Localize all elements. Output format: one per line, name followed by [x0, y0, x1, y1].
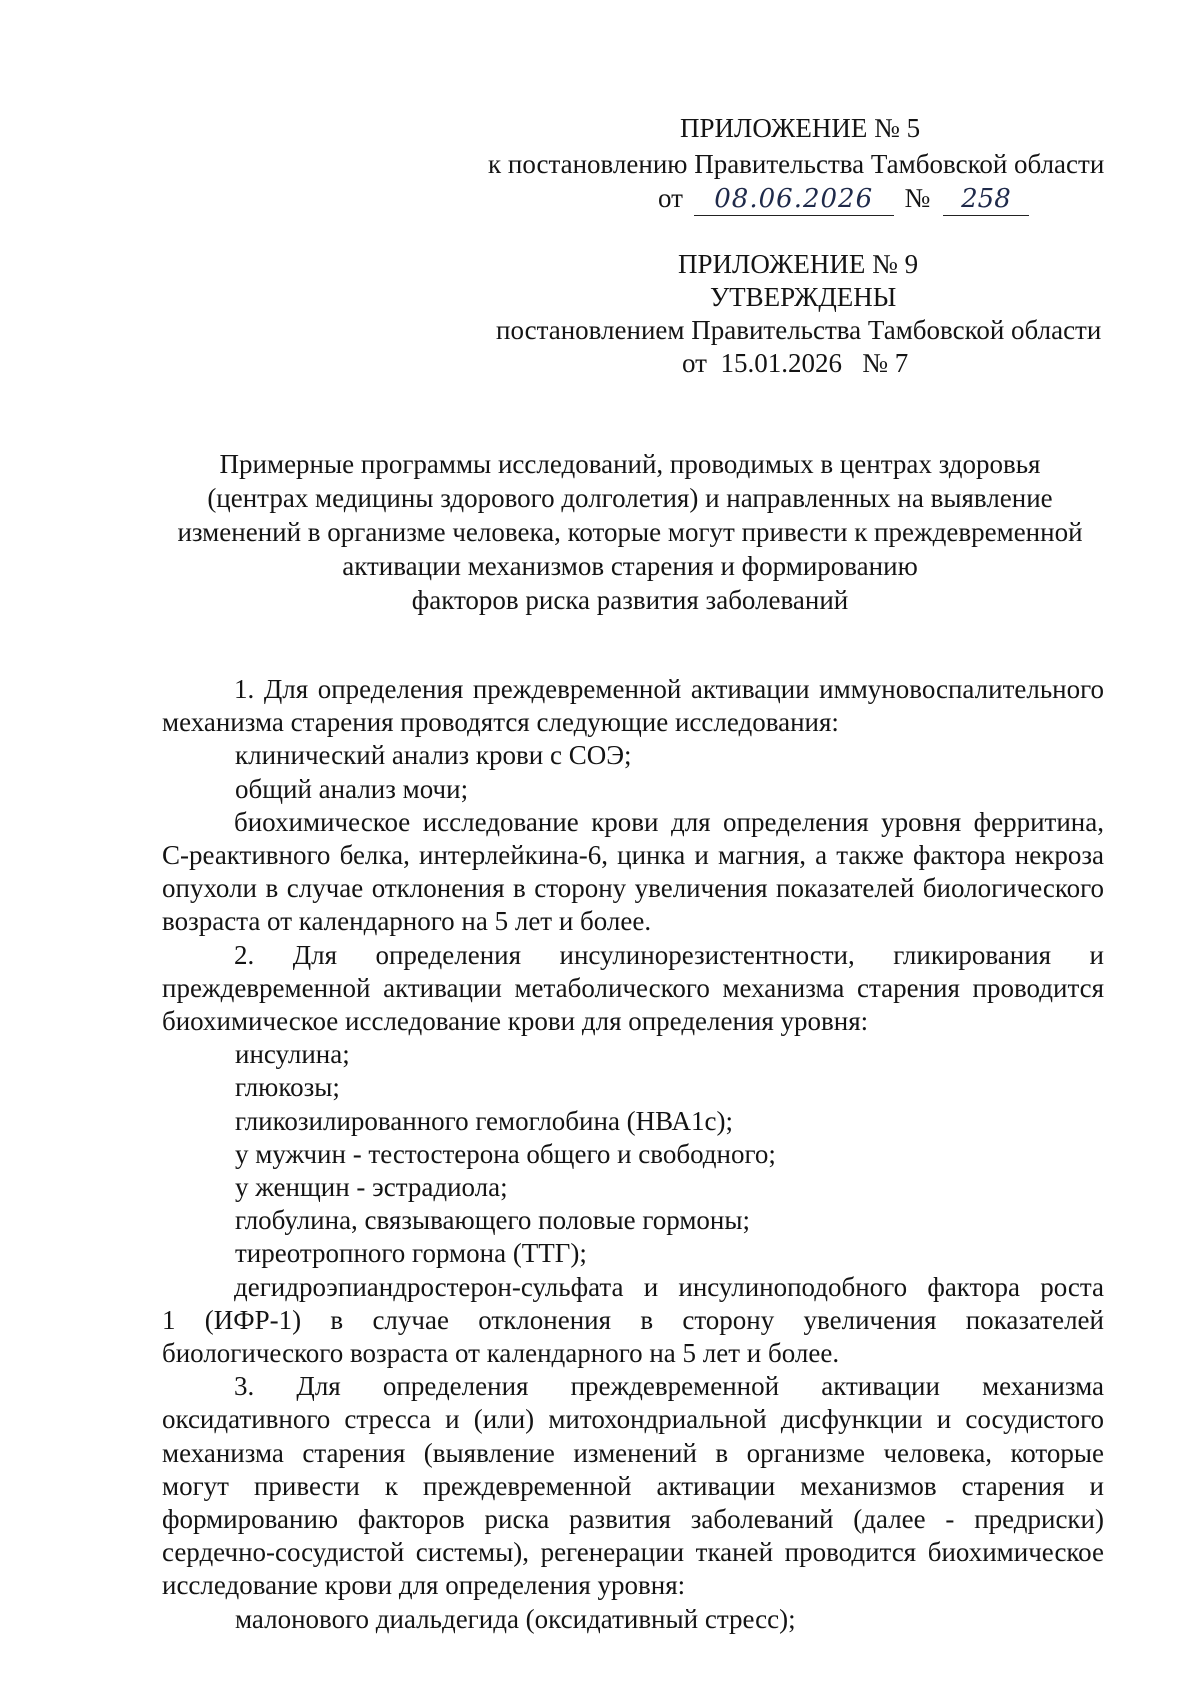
list-item: общий анализ мочи; [235, 773, 469, 804]
paragraph-2-line: 2. Для определения инсулинорезистентности, гликирования и [234, 939, 1104, 970]
handwritten-date: 08.06.2026 [694, 183, 894, 216]
appendix-9-heading: ПРИЛОЖЕНИЕ № 9 [678, 249, 919, 279]
paragraph-line: биологического возраста от календарного на 5 лет и более. [162, 1338, 840, 1369]
paragraph-line: С-реактивного белка, интерлейкина-6, цинка и магния, а также фактора некроза [162, 840, 1104, 871]
list-item: малонового диальдегида (оксидативный стресс); [235, 1603, 796, 1634]
document-body [162, 673, 1104, 1636]
paragraph-3-line: механизма старения (выявление изменений в организме человека, которые [162, 1437, 1104, 1468]
paragraph-2-line: преждевременной активации метаболического механизма старения проводится [162, 972, 1104, 1003]
list-item: тиреотропного гормона (ТТГ); [235, 1238, 587, 1269]
paragraph-1-line: механизма старения проводятся следующие исследования: [162, 707, 839, 738]
title-line: Примерные программы исследований, проводимых в центрах здоровья [219, 449, 1041, 479]
paragraph-2-line: биохимическое исследование крови для определения уровня: [162, 1006, 869, 1037]
number-prefix: № [904, 183, 931, 213]
appendix-5-heading: ПРИЛОЖЕНИЕ № 5 [680, 113, 921, 143]
paragraph-3-line: сердечно-сосудистой системы), регенерации тканей проводится биохимическое [162, 1537, 1104, 1568]
list-item: глюкозы; [235, 1072, 340, 1103]
handwritten-number: 258 [943, 183, 1029, 216]
title-line: активации механизмов старения и формированию [342, 551, 918, 581]
approved-heading: УТВЕРЖДЕНЫ [710, 282, 897, 312]
appendix-5-reference: к постановлению Правительства Тамбовской области [488, 149, 1105, 179]
paragraph-1-line: 1. Для определения преждевременной активации иммуновоспалительного [234, 674, 1104, 704]
title-line: (центрах медицины здорового долголетия) и направленных на выявление [207, 483, 1053, 513]
paragraph-3-line: могут привести к преждевременной активации механизмов старения и [162, 1470, 1104, 1501]
list-item: гликозилированного гемоглобина (НВА1с); [235, 1105, 733, 1136]
paragraph-line: биохимическое исследование крови для определения уровня ферритина, [234, 806, 1104, 837]
paragraph-3-line: исследование крови для определения уровня: [162, 1570, 686, 1601]
list-item: клинический анализ крови с СОЭ; [235, 740, 632, 771]
paragraph-3-line: 3. Для определения преждевременной активации механизма [234, 1371, 1104, 1402]
appendix-5-date-line [658, 182, 1029, 216]
list-item: у мужчин - тестостерона общего и свободного; [235, 1138, 776, 1169]
title-line: изменений в организме человека, которые могут привести к преждевременной [177, 517, 1083, 547]
approved-date-line: от 15.01.2026 № 7 [682, 348, 909, 378]
list-item: глобулина, связывающего половые гормоны; [235, 1205, 750, 1236]
title-line: факторов риска развития заболеваний [411, 585, 849, 615]
paragraph-line: опухоли в случае отклонения в сторону увеличения показателей биологического [162, 873, 1104, 904]
paragraph-3-line: оксидативного стресса и (или) митохондриальной дисфункции и сосудистого [162, 1404, 1104, 1435]
paragraph-line: дегидроэпиандростерон-сульфата и инсулиноподобного фактора роста [234, 1271, 1104, 1302]
list-item: у женщин - эстрадиола; [235, 1172, 508, 1203]
paragraph-line: 1 (ИФР-1) в случае отклонения в сторону увеличения показателей [162, 1304, 1104, 1335]
from-prefix: от [658, 183, 683, 213]
document-title [150, 447, 1110, 617]
list-item: инсулина; [235, 1039, 350, 1070]
paragraph-3-line: формированию факторов риска развития заболеваний (далее - предриски) [162, 1504, 1104, 1535]
paragraph-line: возраста от календарного на 5 лет и более. [162, 906, 652, 937]
approved-by-line: постановлением Правительства Тамбовской области [496, 315, 1102, 345]
